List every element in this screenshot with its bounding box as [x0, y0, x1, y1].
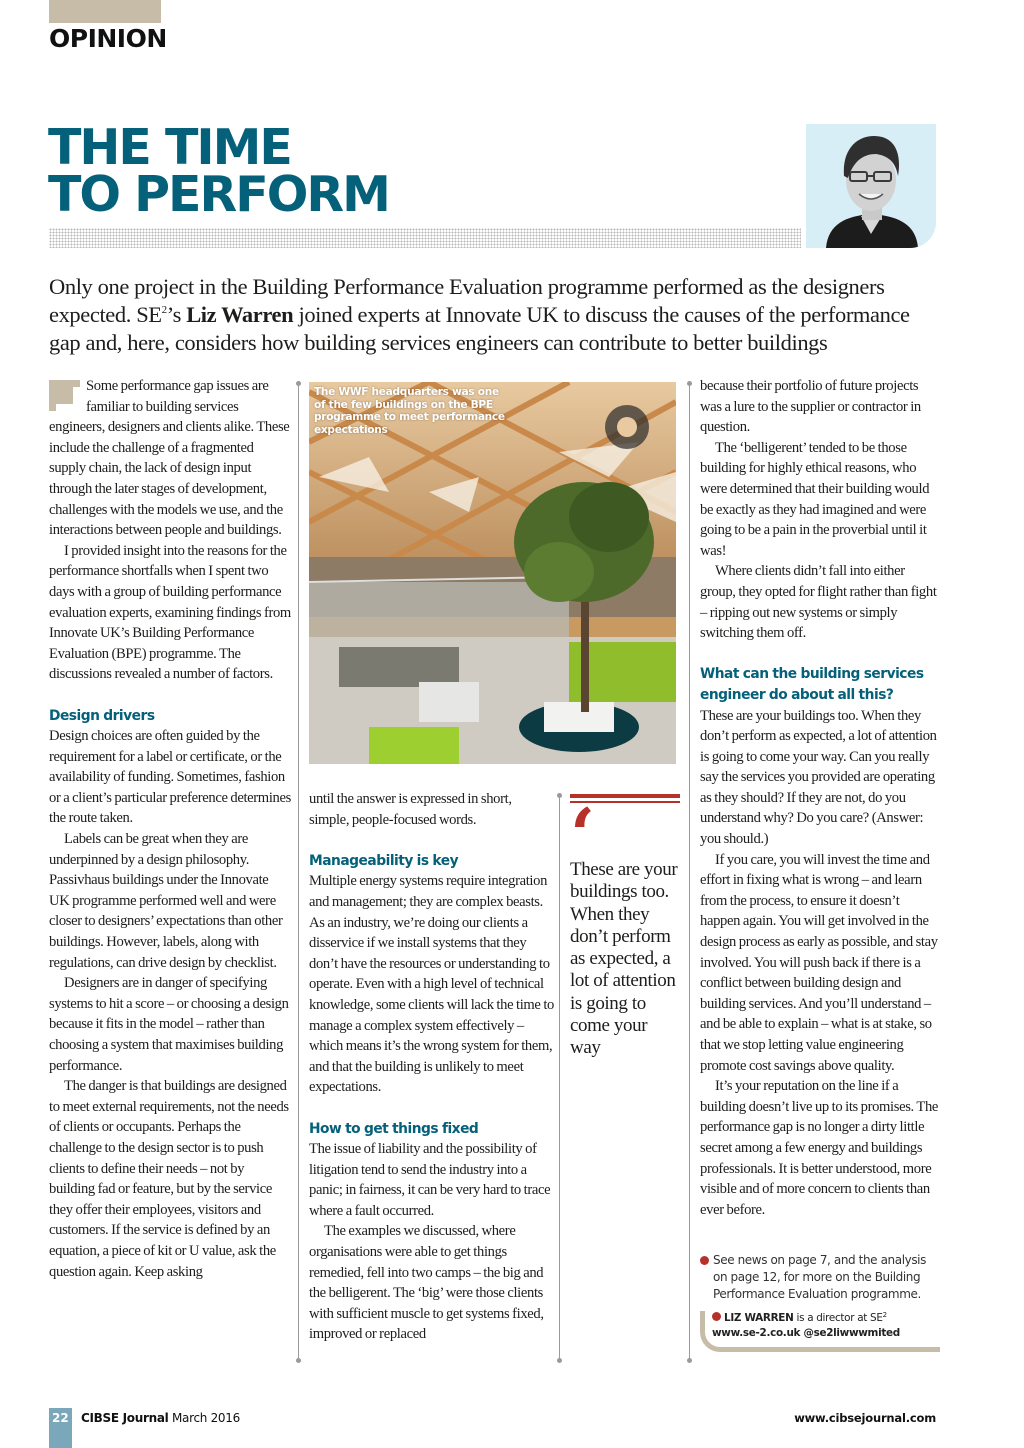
article-start-icon	[49, 380, 80, 411]
paragraph: I provided insight into the reasons for the performance shortfalls when I spent two days with a group of building performance evaluation experts, examining findings from Innovate UK’s Building Performance Evaluation (BPE) programme. The discussions revealed a number of factors.	[49, 542, 291, 683]
standfirst-possessive: ’s	[166, 302, 187, 327]
paragraph: Some performance gap issues are familiar to building services engineers, designers and clients alike. These include the challenge of a fragmented supply chain, the lack of design input through the later stages of development, challenges with the models we use, and the interactions between people and buildings.	[49, 378, 290, 539]
paragraph: Design choices are often guided by the requirement for a label or certificate, or the availability of funding. Sometimes, fashion or a client’s particular preference determines the route taken.	[49, 728, 291, 827]
bio-twitter-handle[interactable]: @se2liwwwmited	[803, 1327, 900, 1339]
bio-frame	[700, 1311, 940, 1352]
pull-quote	[570, 794, 680, 1060]
paragraph: These are your buildings too. When they don’t perform as expected, a lot of attention is going to come your way. Can you really say the services you provided are operating as they should? If they are not, do you understand why? Do you care? (Answer: you should.)	[700, 707, 937, 848]
paragraph: Designers are in danger of specifying systems to hit a score – or choosing a design because it fits in the model – rather than choosing a system that maximises building performance.	[49, 975, 289, 1074]
standfirst-author: Liz Warren	[186, 302, 294, 327]
footer-website-link[interactable]: www.cibsejournal.com	[794, 1411, 936, 1425]
related-note-text: See news on page 7, and the analysis on page 12, for more on the Building Performance Evaluation programme.	[713, 1253, 926, 1301]
headline	[48, 119, 389, 223]
article-tail	[700, 1252, 940, 1352]
bullet-icon	[700, 1256, 709, 1265]
author-portrait	[806, 124, 936, 248]
article-column-4	[700, 376, 940, 1220]
paragraph: The danger is that buildings are designed to meet external requirements, not the needs of clients or occupants. Perhaps the challenge to the design sector is to push clients to define their needs – not by building fad or feature, but by the service they offer their employees, visitors and customers. If the service is defined by an equation, a piece of kit or U value, ask the question again. Keep asking	[49, 1078, 289, 1280]
paragraph: Where clients didn’t fall into either group, they opted for flight rather than fight – ripping out new systems or simply switching them off.	[700, 563, 937, 642]
bio-website-link[interactable]: www.se-2.co.uk	[712, 1327, 801, 1339]
section-label: OPINION	[49, 24, 167, 53]
author-bio	[712, 1311, 940, 1341]
quote-mark-icon: ‘	[570, 805, 596, 859]
publication-issue: March 2016	[168, 1411, 240, 1425]
paragraph: The examples we discussed, where organisations were able to get things remedied, fell into two camps – the big and the belligerent. The ‘big’ were those clients with sufficient muscle to get systems fixed, improved or replaced	[309, 1223, 544, 1343]
page-number: 22	[52, 1411, 69, 1425]
bullet-icon	[712, 1312, 721, 1321]
paragraph: Labels can be great when they are underpinned by a design philosophy. Passivhaus buildings under the Innovate UK programme performed well and were closer to designers’ expectations than other buildings. However, labels, along with regulations, can drive design by checklist.	[49, 831, 283, 971]
pull-quote-rule	[570, 801, 680, 803]
subheading-design-drivers: Design drivers	[49, 707, 155, 724]
standfirst	[49, 273, 939, 357]
publication-info	[81, 1411, 240, 1425]
pull-quote-rule	[570, 794, 680, 798]
paragraph: The ‘belligerent’ tended to be those building for highly ethical reasons, who were determined that their building would be exactly as they had imagined and were going to be a pain in the proverbial until it was!	[700, 439, 930, 559]
article-column-1	[49, 376, 291, 1282]
article-photo	[309, 382, 676, 764]
standfirst-text: Only one project in the Building Performance Evaluation programme performed as the designers expected. SE	[49, 274, 885, 327]
pull-quote-text: These are your buildings too. When they don’t perform as expected, a lot of attention is going to come your way	[570, 859, 678, 1059]
paragraph: because their portfolio of future projects was a lure to the supplier or contractor in question.	[700, 378, 921, 436]
paragraph: If you care, you will invest the time and effort in fixing what is wrong – and learn from the process, to ensure it doesn’t happen again. You will get involved in the design process as early as possible, and stay involved. You will push back if there is a conflict between building design and building services. And you’ll understand – and be able to explain – what is at stake, so that we stop letting value engineering promote cost savings above quality.	[700, 851, 938, 1074]
related-note	[700, 1252, 940, 1303]
headline-line-2: TO PERFORM	[48, 166, 389, 223]
photo-caption: The WWF headquarters was one of the few buildings on the BPE programme to meet performance expectations	[314, 386, 505, 436]
column-rule	[689, 383, 690, 1361]
bio-role: is a director at SE	[793, 1312, 883, 1324]
paragraph: until the answer is expressed in short, simple, people-focused words.	[309, 791, 512, 828]
headline-line-1: THE TIME	[48, 119, 291, 176]
paragraph: The issue of liability and the possibility of litigation tend to send the industry into a panic; in fairness, it can be very hard to trace where a fault occurred.	[309, 1141, 551, 1219]
column-rule	[559, 795, 560, 1361]
subheading-manageability: Manageability is key	[309, 852, 459, 869]
office-interior-photo	[309, 382, 676, 764]
bio-name: LIZ WARREN	[724, 1312, 794, 1324]
column-rule	[298, 383, 299, 1361]
dotted-divider	[49, 228, 801, 248]
author-portrait-illustration	[806, 124, 936, 248]
subheading-get-things-fixed: How to get things fixed	[309, 1120, 479, 1137]
paragraph: It’s your reputation on the line if a building doesn’t live up to its promises. The performance gap is no longer a dirty little secret among a few energy and buildings professionals. It is better understood, more visible and of more concern to clients than ever before.	[700, 1078, 939, 1218]
standfirst-superscript: 2	[161, 304, 167, 316]
paragraph: Multiple energy systems require integration and management; they are complex beasts. As an industry, we’re doing our clients a disservice if we install systems that they don’t have the resources or understanding to operate. Even with a high level of technical knowledge, some clients will lack the time to manage a complex system effectively – which means it’s the wrong system for them, and that the building is unlikely to meet expectations.	[309, 873, 554, 1096]
standfirst-text-continued: joined experts at Innovate UK to discuss the causes of the performance gap and, here, considers how building services engineers can contribute to better buildings	[49, 302, 910, 355]
publication-name: CIBSE Journal	[81, 1411, 169, 1425]
article-column-2	[309, 789, 554, 1345]
subheading-what-can-engineer-do: What can the building services engineer do about all this?	[700, 666, 924, 703]
bio-superscript: 2	[882, 1311, 887, 1319]
section-tab-block	[49, 0, 161, 23]
